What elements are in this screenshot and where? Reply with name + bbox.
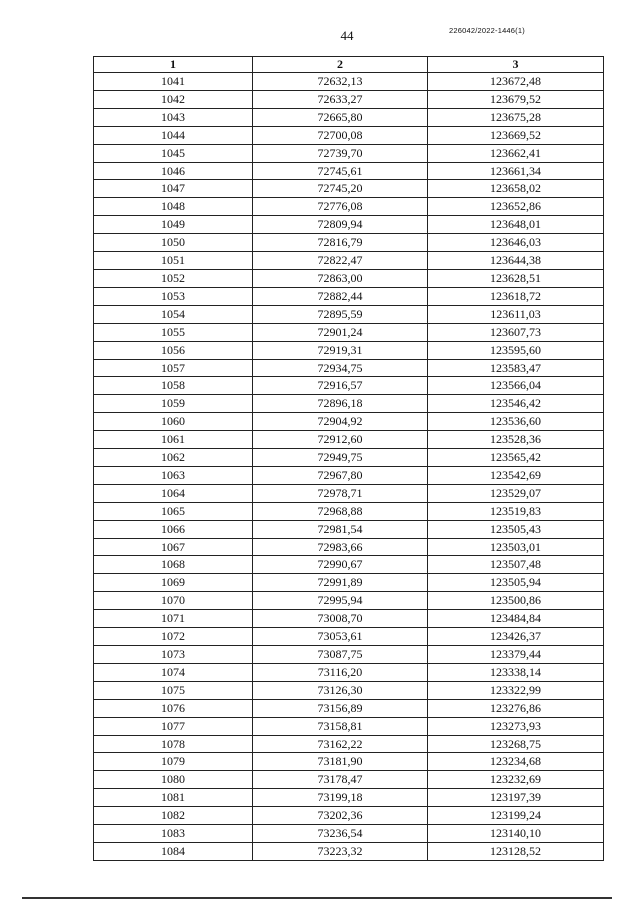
table-row xyxy=(94,144,604,162)
point-number-cell: 1041 xyxy=(94,73,253,91)
point-number-cell: 1075 xyxy=(94,681,253,699)
x-coordinate-cell: 72816,79 xyxy=(253,234,428,252)
point-number-cell: 1048 xyxy=(94,198,253,216)
column-header-1: 1 xyxy=(94,57,253,73)
x-coordinate-cell: 72934,75 xyxy=(253,359,428,377)
point-number-cell: 1044 xyxy=(94,126,253,144)
y-coordinate-cell: 123675,28 xyxy=(428,108,604,126)
table-row xyxy=(94,592,604,610)
x-coordinate-cell: 72968,88 xyxy=(253,502,428,520)
x-coordinate-cell: 72700,08 xyxy=(253,126,428,144)
point-number-cell: 1069 xyxy=(94,574,253,592)
table-body xyxy=(94,73,604,861)
x-coordinate-cell: 72882,44 xyxy=(253,287,428,305)
table-row xyxy=(94,377,604,395)
y-coordinate-cell: 123661,34 xyxy=(428,162,604,180)
y-coordinate-cell: 123426,37 xyxy=(428,628,604,646)
point-number-cell: 1080 xyxy=(94,771,253,789)
x-coordinate-cell: 73223,32 xyxy=(253,842,428,860)
x-coordinate-cell: 72978,71 xyxy=(253,484,428,502)
point-number-cell: 1083 xyxy=(94,825,253,843)
y-coordinate-cell: 123662,41 xyxy=(428,144,604,162)
x-coordinate-cell: 73181,90 xyxy=(253,753,428,771)
table-row xyxy=(94,628,604,646)
y-coordinate-cell: 123644,38 xyxy=(428,252,604,270)
point-number-cell: 1063 xyxy=(94,466,253,484)
x-coordinate-cell: 73116,20 xyxy=(253,663,428,681)
x-coordinate-cell: 72822,47 xyxy=(253,252,428,270)
point-number-cell: 1047 xyxy=(94,180,253,198)
table-row xyxy=(94,180,604,198)
y-coordinate-cell: 123519,83 xyxy=(428,502,604,520)
x-coordinate-cell: 72633,27 xyxy=(253,90,428,108)
x-coordinate-cell: 72632,13 xyxy=(253,73,428,91)
point-number-cell: 1049 xyxy=(94,216,253,234)
y-coordinate-cell: 123507,48 xyxy=(428,556,604,574)
x-coordinate-cell: 72912,60 xyxy=(253,431,428,449)
y-coordinate-cell: 123503,01 xyxy=(428,538,604,556)
y-coordinate-cell: 123505,43 xyxy=(428,520,604,538)
y-coordinate-cell: 123628,51 xyxy=(428,269,604,287)
table-row xyxy=(94,825,604,843)
y-coordinate-cell: 123611,03 xyxy=(428,305,604,323)
table-row xyxy=(94,269,604,287)
y-coordinate-cell: 123542,69 xyxy=(428,466,604,484)
y-coordinate-cell: 123536,60 xyxy=(428,413,604,431)
point-number-cell: 1045 xyxy=(94,144,253,162)
x-coordinate-cell: 72665,80 xyxy=(253,108,428,126)
y-coordinate-cell: 123500,86 xyxy=(428,592,604,610)
y-coordinate-cell: 123199,24 xyxy=(428,807,604,825)
table-row xyxy=(94,842,604,860)
y-coordinate-cell: 123268,75 xyxy=(428,735,604,753)
table-row xyxy=(94,413,604,431)
y-coordinate-cell: 123618,72 xyxy=(428,287,604,305)
table-row xyxy=(94,520,604,538)
table-row xyxy=(94,753,604,771)
point-number-cell: 1057 xyxy=(94,359,253,377)
table-row xyxy=(94,395,604,413)
y-coordinate-cell: 123566,04 xyxy=(428,377,604,395)
table-row xyxy=(94,699,604,717)
x-coordinate-cell: 73199,18 xyxy=(253,789,428,807)
y-coordinate-cell: 123528,36 xyxy=(428,431,604,449)
y-coordinate-cell: 123672,48 xyxy=(428,73,604,91)
x-coordinate-cell: 72895,59 xyxy=(253,305,428,323)
x-coordinate-cell: 73158,81 xyxy=(253,717,428,735)
x-coordinate-cell: 72949,75 xyxy=(253,449,428,467)
x-coordinate-cell: 73087,75 xyxy=(253,646,428,664)
x-coordinate-cell: 72904,92 xyxy=(253,413,428,431)
y-coordinate-cell: 123529,07 xyxy=(428,484,604,502)
table-row xyxy=(94,574,604,592)
point-number-cell: 1062 xyxy=(94,449,253,467)
y-coordinate-cell: 123484,84 xyxy=(428,610,604,628)
table-row xyxy=(94,162,604,180)
table-row xyxy=(94,252,604,270)
y-coordinate-cell: 123232,69 xyxy=(428,771,604,789)
table-header xyxy=(94,57,604,73)
y-coordinate-cell: 123197,39 xyxy=(428,789,604,807)
y-coordinate-cell: 123338,14 xyxy=(428,663,604,681)
x-coordinate-cell: 73162,22 xyxy=(253,735,428,753)
page-number: 44 xyxy=(340,28,354,43)
table-row xyxy=(94,681,604,699)
y-coordinate-cell: 123128,52 xyxy=(428,842,604,860)
point-number-cell: 1067 xyxy=(94,538,253,556)
x-coordinate-cell: 72995,94 xyxy=(253,592,428,610)
x-coordinate-cell: 72896,18 xyxy=(253,395,428,413)
table-row xyxy=(94,216,604,234)
point-number-cell: 1060 xyxy=(94,413,253,431)
table-row xyxy=(94,556,604,574)
point-number-cell: 1078 xyxy=(94,735,253,753)
table-row xyxy=(94,646,604,664)
table-row xyxy=(94,466,604,484)
table-row xyxy=(94,126,604,144)
y-coordinate-cell: 123322,99 xyxy=(428,681,604,699)
x-coordinate-cell: 72745,61 xyxy=(253,162,428,180)
x-coordinate-cell: 72776,08 xyxy=(253,198,428,216)
x-coordinate-cell: 73178,47 xyxy=(253,771,428,789)
header-row xyxy=(94,57,604,73)
x-coordinate-cell: 72809,94 xyxy=(253,216,428,234)
point-number-cell: 1082 xyxy=(94,807,253,825)
y-coordinate-cell: 123379,44 xyxy=(428,646,604,664)
column-header-2: 2 xyxy=(253,57,428,73)
table-row xyxy=(94,234,604,252)
y-coordinate-cell: 123646,03 xyxy=(428,234,604,252)
table-row xyxy=(94,771,604,789)
table-row xyxy=(94,73,604,91)
point-number-cell: 1046 xyxy=(94,162,253,180)
x-coordinate-cell: 73008,70 xyxy=(253,610,428,628)
x-coordinate-cell: 72991,89 xyxy=(253,574,428,592)
point-number-cell: 1084 xyxy=(94,842,253,860)
point-number-cell: 1068 xyxy=(94,556,253,574)
y-coordinate-cell: 123565,42 xyxy=(428,449,604,467)
table-row xyxy=(94,538,604,556)
table-row xyxy=(94,484,604,502)
point-number-cell: 1077 xyxy=(94,717,253,735)
table-row xyxy=(94,610,604,628)
point-number-cell: 1051 xyxy=(94,252,253,270)
table-row xyxy=(94,502,604,520)
y-coordinate-cell: 123276,86 xyxy=(428,699,604,717)
x-coordinate-cell: 73126,30 xyxy=(253,681,428,699)
point-number-cell: 1070 xyxy=(94,592,253,610)
table-row xyxy=(94,735,604,753)
document-reference: 226042/2022-1446(1) xyxy=(449,26,525,35)
x-coordinate-cell: 72901,24 xyxy=(253,323,428,341)
table-row xyxy=(94,305,604,323)
y-coordinate-cell: 123234,68 xyxy=(428,753,604,771)
table-row xyxy=(94,341,604,359)
table-row xyxy=(94,431,604,449)
y-coordinate-cell: 123669,52 xyxy=(428,126,604,144)
point-number-cell: 1064 xyxy=(94,484,253,502)
x-coordinate-cell: 73156,89 xyxy=(253,699,428,717)
point-number-cell: 1055 xyxy=(94,323,253,341)
point-number-cell: 1059 xyxy=(94,395,253,413)
y-coordinate-cell: 123658,02 xyxy=(428,180,604,198)
table-row xyxy=(94,198,604,216)
point-number-cell: 1042 xyxy=(94,90,253,108)
x-coordinate-cell: 73053,61 xyxy=(253,628,428,646)
point-number-cell: 1058 xyxy=(94,377,253,395)
x-coordinate-cell: 72919,31 xyxy=(253,341,428,359)
coordinates-table xyxy=(93,56,604,861)
point-number-cell: 1066 xyxy=(94,520,253,538)
x-coordinate-cell: 72863,00 xyxy=(253,269,428,287)
y-coordinate-cell: 123583,47 xyxy=(428,359,604,377)
point-number-cell: 1071 xyxy=(94,610,253,628)
column-header-3: 3 xyxy=(428,57,604,73)
y-coordinate-cell: 123140,10 xyxy=(428,825,604,843)
table-row xyxy=(94,789,604,807)
table-row xyxy=(94,359,604,377)
table-row xyxy=(94,449,604,467)
table-row xyxy=(94,717,604,735)
table-row xyxy=(94,90,604,108)
point-number-cell: 1056 xyxy=(94,341,253,359)
point-number-cell: 1053 xyxy=(94,287,253,305)
y-coordinate-cell: 123652,86 xyxy=(428,198,604,216)
point-number-cell: 1043 xyxy=(94,108,253,126)
y-coordinate-cell: 123595,60 xyxy=(428,341,604,359)
point-number-cell: 1073 xyxy=(94,646,253,664)
point-number-cell: 1079 xyxy=(94,753,253,771)
footer-rule xyxy=(22,897,612,899)
point-number-cell: 1081 xyxy=(94,789,253,807)
y-coordinate-cell: 123505,94 xyxy=(428,574,604,592)
table-row xyxy=(94,287,604,305)
table-row xyxy=(94,807,604,825)
point-number-cell: 1050 xyxy=(94,234,253,252)
point-number-cell: 1061 xyxy=(94,431,253,449)
x-coordinate-cell: 73236,54 xyxy=(253,825,428,843)
point-number-cell: 1052 xyxy=(94,269,253,287)
point-number-cell: 1072 xyxy=(94,628,253,646)
y-coordinate-cell: 123546,42 xyxy=(428,395,604,413)
y-coordinate-cell: 123648,01 xyxy=(428,216,604,234)
point-number-cell: 1074 xyxy=(94,663,253,681)
point-number-cell: 1054 xyxy=(94,305,253,323)
x-coordinate-cell: 73202,36 xyxy=(253,807,428,825)
x-coordinate-cell: 72745,20 xyxy=(253,180,428,198)
table-row xyxy=(94,108,604,126)
table-row xyxy=(94,663,604,681)
point-number-cell: 1065 xyxy=(94,502,253,520)
point-number-cell: 1076 xyxy=(94,699,253,717)
y-coordinate-cell: 123607,73 xyxy=(428,323,604,341)
x-coordinate-cell: 72981,54 xyxy=(253,520,428,538)
x-coordinate-cell: 72967,80 xyxy=(253,466,428,484)
x-coordinate-cell: 72916,57 xyxy=(253,377,428,395)
table-row xyxy=(94,323,604,341)
x-coordinate-cell: 72990,67 xyxy=(253,556,428,574)
y-coordinate-cell: 123273,93 xyxy=(428,717,604,735)
x-coordinate-cell: 72739,70 xyxy=(253,144,428,162)
x-coordinate-cell: 72983,66 xyxy=(253,538,428,556)
y-coordinate-cell: 123679,52 xyxy=(428,90,604,108)
